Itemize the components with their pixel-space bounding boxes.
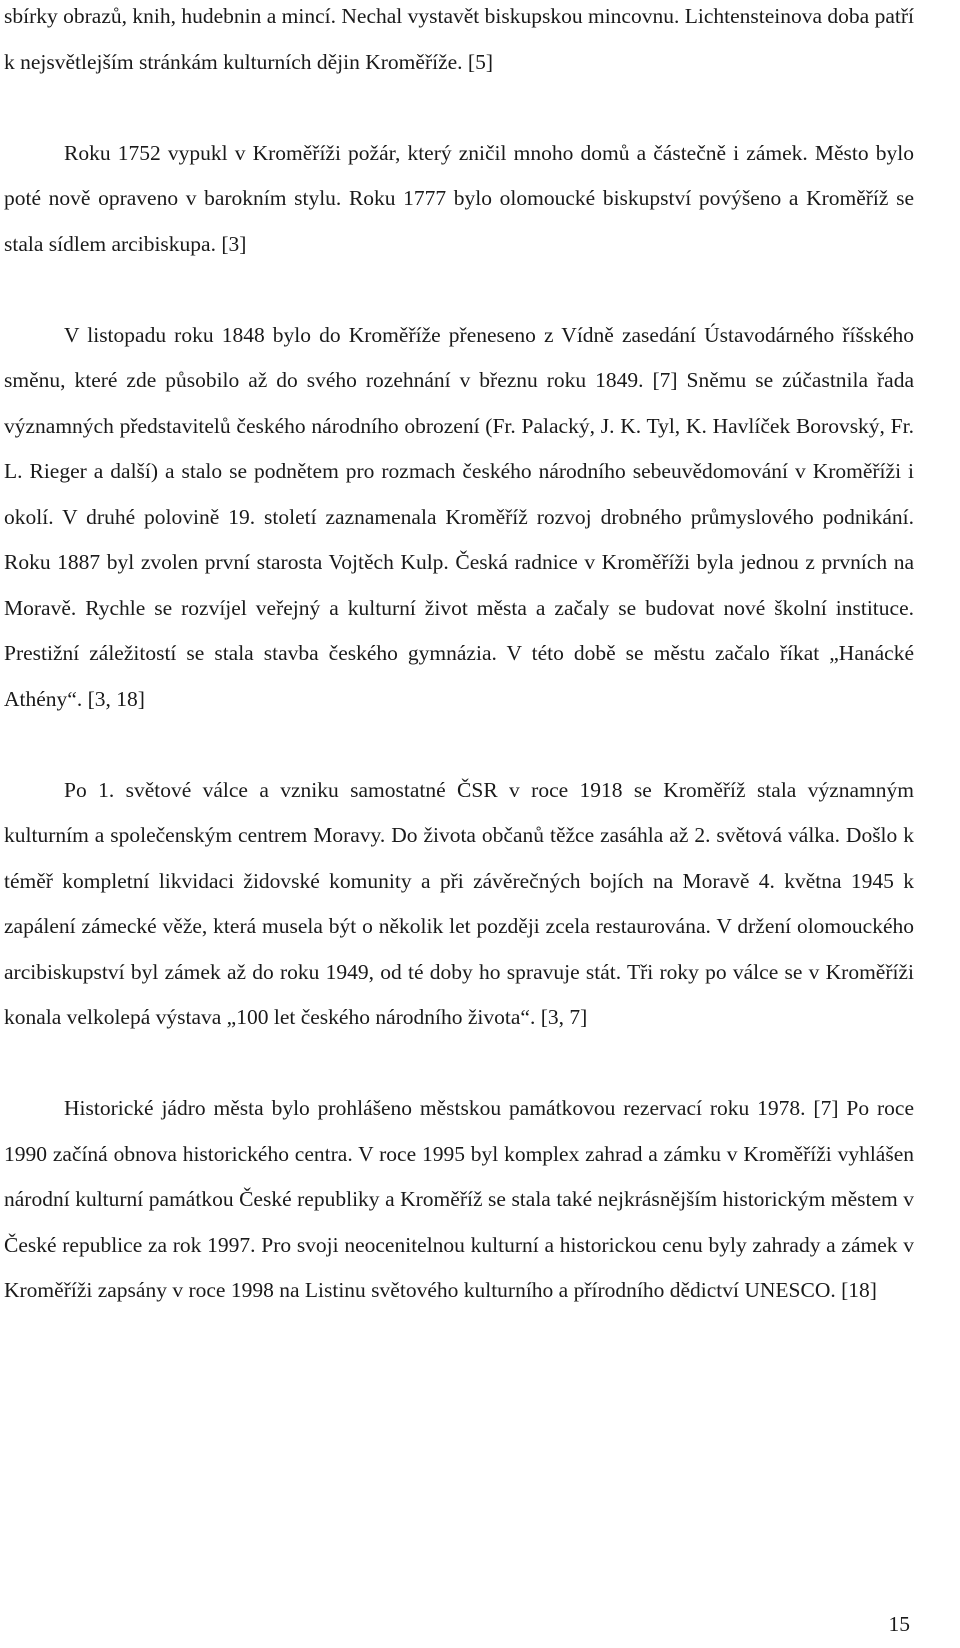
- paragraph-fire-1752: Roku 1752 vypukl v Kroměříži požár, který zničil mnoho domů a částečně i zámek. Město bylo poté nově opraveno v barokním stylu. Roku 1777 bylo olomoucké biskupství povýšeno a Kroměříž se stala sídlem arcibiskupa. [3]: [4, 140, 914, 256]
- paragraph-gap: [4, 722, 914, 768]
- paragraph-historic-center: Historické jádro města bylo prohlášeno městskou památkovou rezervací roku 1978. [7] Po roce 1990 začíná obnova historického centra. V roce 1995 byl komplex zahrad a zámku v Kroměříži vyhlášen národní kulturní památkou České republiky a Kroměříž se stala také nejkrásnějším historickým městem v České republice za rok 1997. Pro svoji neocenitelnou kulturní a historickou cenu byly zahrady a zámek v Kroměříži zapsány v roce 1998 na Listinu světového kulturního a přírodního dědictví UNESCO. [18]: [4, 1096, 914, 1302]
- paragraph-gap: [4, 267, 914, 313]
- paragraph-gap: [4, 1041, 914, 1087]
- paragraph-continuation: sbírky obrazů, knih, hudebnin a mincí. Nechal vystavět biskupskou mincovnu. Lichtensteinova doba patří k nejsvětlejším stránkám kulturních dějin Kroměříže. [5]: [4, 4, 914, 74]
- page-number: 15: [888, 1612, 910, 1636]
- paragraph-1848-parliament: V listopadu roku 1848 bylo do Kroměříže přeneseno z Vídně zasedání Ústavodárného říšského směnu, které zde působilo až do svého rozehnání v březnu roku 1849. [7] Sněmu se zúčastnila řada významných představitelů českého národního obrození (Fr. Palacký, J. K. Tyl, K. Havlíček Borovský, Fr. L. Rieger a další) a stalo se podnětem pro rozmach českého národního sebeuvědomování v Kroměříži i okolí. V druhé polovině 19. století zaznamenala Kroměříž rozvoj drobného průmyslového podnikání. Roku 1887 byl zvolen první starosta Vojtěch Kulp. Česká radnice v Kroměříži byla jednou z prvních na Moravě. Rychle se rozvíjel veřejný a kulturní život města a začaly se budovat nové školní instituce. Prestižní záležitostí se stala stavba českého gymnázia. V této době se městu začalo říkat „Hanácké Athény“. [3, 18]: [4, 322, 914, 711]
- document-body: [4, 0, 914, 1314]
- paragraph-world-wars: Po 1. světové válce a vzniku samostatné ČSR v roce 1918 se Kroměříž stala významným kulturním a společenským centrem Moravy. Do života občanů těžce zasáhla až 2. světová válka. Došlo k téměř kompletní likvidaci židovské komunity a při závěrečných bojích na Moravě 4. května 1945 k zapálení zámecké věže, která musela být o několik let později zcela restaurována. V držení olomouckého arcibiskupství byl zámek až do roku 1949, od té doby ho spravuje stát. Tři roky po válce se v Kroměříži konala velkolepá výstava „100 let českého národního života“. [3, 7]: [4, 777, 914, 1029]
